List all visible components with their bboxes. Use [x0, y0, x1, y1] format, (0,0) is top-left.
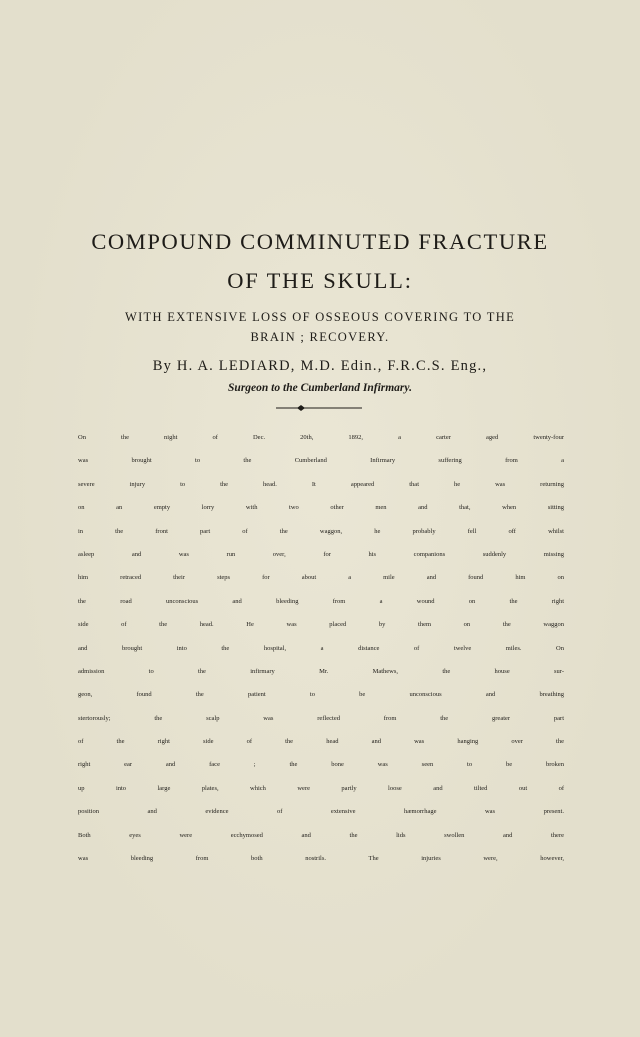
author-byline: By H. A. LEDIARD, M.D. Edin., F.R.C.S. Eng., [152, 358, 488, 374]
body-line: right ear and face ; the bone was seen to be broken [78, 761, 564, 769]
body-line: in the front part of the waggon, he probably fell off whilst [78, 527, 564, 535]
article-body [78, 426, 564, 870]
body-line: position and evidence of extensive hæmorrhage was present. [78, 808, 564, 816]
body-line: Both eyes were ecchymosed and the lids swollen and there [78, 831, 564, 839]
body-line: severe injury to the head. It appeared that he was returning [78, 480, 564, 488]
diamond-rule-ornament-icon [274, 403, 364, 413]
body-line: him retraced their steps for about a mile and found him on [78, 574, 564, 582]
article-title-line-2: OF THE SKULL: [227, 268, 413, 293]
body-line: the road unconscious and bleeding from a wound on the right [78, 597, 564, 605]
body-line: On the night of Dec. 20th, 1892, a carter aged twenty-four [78, 434, 564, 441]
article-subtitle-line-2: BRAIN ; RECOVERY. [250, 330, 390, 344]
body-line: up into large plates, which were partly loose and tilted out of [78, 784, 564, 792]
article-subtitle-line-1: WITH EXTENSIVE LOSS OF OSSEOUS COVERING TO THE [124, 310, 516, 324]
body-line: admission to the infirmary Mr. Mathews, the house sur- [78, 667, 564, 675]
body-line: geon, found the patient to be unconscious and breathing [78, 691, 564, 699]
body-line: and brought into the hospital, a distance of twelve miles. On [78, 644, 564, 652]
article-title-line-1: COMPOUND COMMINUTED FRACTURE [91, 229, 549, 254]
author-affiliation: Surgeon to the Cumberland Infirmary. [228, 382, 412, 394]
body-line: was bleeding from both nostrils. The injuries were, however, [78, 855, 564, 863]
body-line: of the right side of the head and was hanging over the [78, 738, 564, 746]
body-line: stertorously; the scalp was reflected from the greater part [78, 714, 564, 722]
body-line: asleep and was run over, for his companions suddenly missing [78, 550, 564, 558]
body-line: side of the head. He was placed by them on the waggon [78, 621, 564, 629]
body-line: was brought to the Cumberland Infirmary suffering from a [78, 457, 564, 465]
body-line: on an empty lorry with two other men and that, when sitting [78, 504, 564, 512]
